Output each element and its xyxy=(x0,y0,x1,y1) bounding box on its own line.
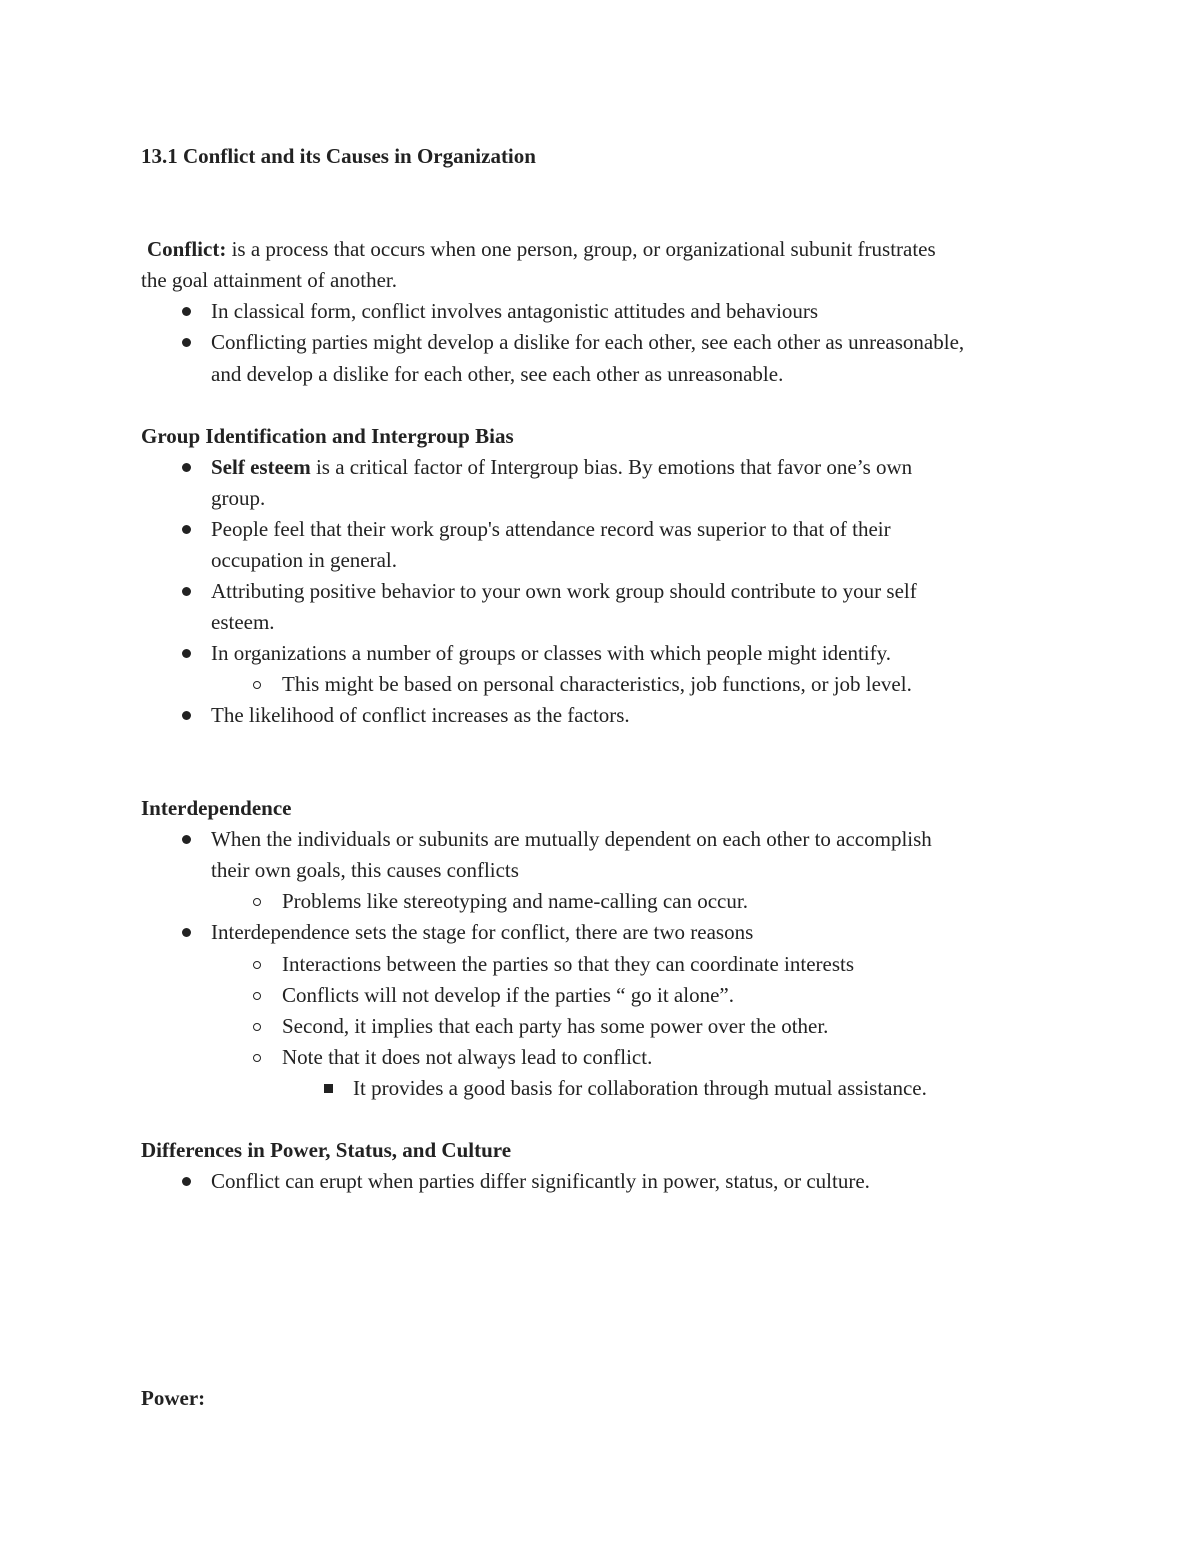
list-item: Conflict can erupt when parties differ significantly in power, status, or culture. xyxy=(211,1169,870,1193)
bullet-dot xyxy=(176,453,196,481)
bullet-dot xyxy=(176,825,196,853)
bullet-square xyxy=(318,1074,338,1102)
section-heading-interdependence: Interdependence xyxy=(141,796,292,820)
list-item xyxy=(211,453,912,481)
sub-list-item: Conflicts will not develop if the parties “ go it alone”. xyxy=(282,983,734,1007)
sub-list-item: This might be based on personal characteristics, job functions, or job level. xyxy=(282,672,912,696)
bullet-circle xyxy=(247,887,267,915)
list-item: People feel that their work group's attendance record was superior to that of their xyxy=(211,517,891,541)
conflict-definition-text: is a process that occurs when one person, group, or organizational subunit frustrates xyxy=(226,237,936,261)
list-item: Attributing positive behavior to your own work group should contribute to your self xyxy=(211,579,917,603)
list-item-continuation: and develop a dislike for each other, see each other as unreasonable. xyxy=(211,362,784,386)
conflict-definition-line2: the goal attainment of another. xyxy=(141,268,397,292)
sub-list-item: Interactions between the parties so that they can coordinate interests xyxy=(282,952,855,976)
sub-list-item: Problems like stereotyping and name-calling can occur. xyxy=(282,889,748,913)
page-title: 13.1 Conflict and its Causes in Organization xyxy=(141,144,536,168)
bullet-circle xyxy=(247,1012,267,1040)
bullet-dot xyxy=(176,701,196,729)
list-item: In classical form, conflict involves antagonistic attitudes and behaviours xyxy=(211,299,819,323)
list-item-continuation: occupation in general. xyxy=(211,548,398,572)
list-item: Interdependence sets the stage for conflict, there are two reasons xyxy=(211,920,754,944)
bullet-dot xyxy=(176,515,196,543)
sub-list-item: Second, it implies that each party has some power over the other. xyxy=(282,1014,829,1038)
bullet-dot xyxy=(176,639,196,667)
list-item-text: is a critical factor of Intergroup bias. By emotions that favor one’s own xyxy=(310,455,913,479)
list-item: Conflicting parties might develop a dislike for each other, see each other as unreasonable, xyxy=(211,330,965,354)
list-item-continuation: their own goals, this causes conflicts xyxy=(211,858,519,882)
list-item-continuation: group. xyxy=(211,486,266,510)
bullet-circle xyxy=(247,670,267,698)
bullet-circle xyxy=(247,1043,267,1071)
sub-list-item: Note that it does not always lead to conflict. xyxy=(282,1045,653,1069)
conflict-term: Conflict: xyxy=(147,237,227,261)
bullet-dot xyxy=(176,1167,196,1195)
bullet-dot xyxy=(176,577,196,605)
bullet-dot xyxy=(176,328,196,356)
bullet-dot xyxy=(176,918,196,946)
list-item-continuation: esteem. xyxy=(211,610,275,634)
list-item: The likelihood of conflict increases as the factors. xyxy=(211,703,630,727)
list-item: When the individuals or subunits are mutually dependent on each other to accomplish xyxy=(211,827,932,851)
bullet-circle xyxy=(247,981,267,1009)
bullet-circle xyxy=(247,950,267,978)
sub-sub-list-item: It provides a good basis for collaboration through mutual assistance. xyxy=(353,1076,927,1100)
conflict-definition-line1 xyxy=(141,235,936,263)
self-esteem-term: Self esteem xyxy=(211,455,311,479)
list-item: In organizations a number of groups or classes with which people might identify. xyxy=(211,641,892,665)
section-heading-differences: Differences in Power, Status, and Culture xyxy=(141,1138,512,1162)
bullet-dot xyxy=(176,297,196,325)
section-heading-power: Power: xyxy=(141,1386,206,1410)
section-heading-group-identification: Group Identification and Intergroup Bias xyxy=(141,424,514,448)
